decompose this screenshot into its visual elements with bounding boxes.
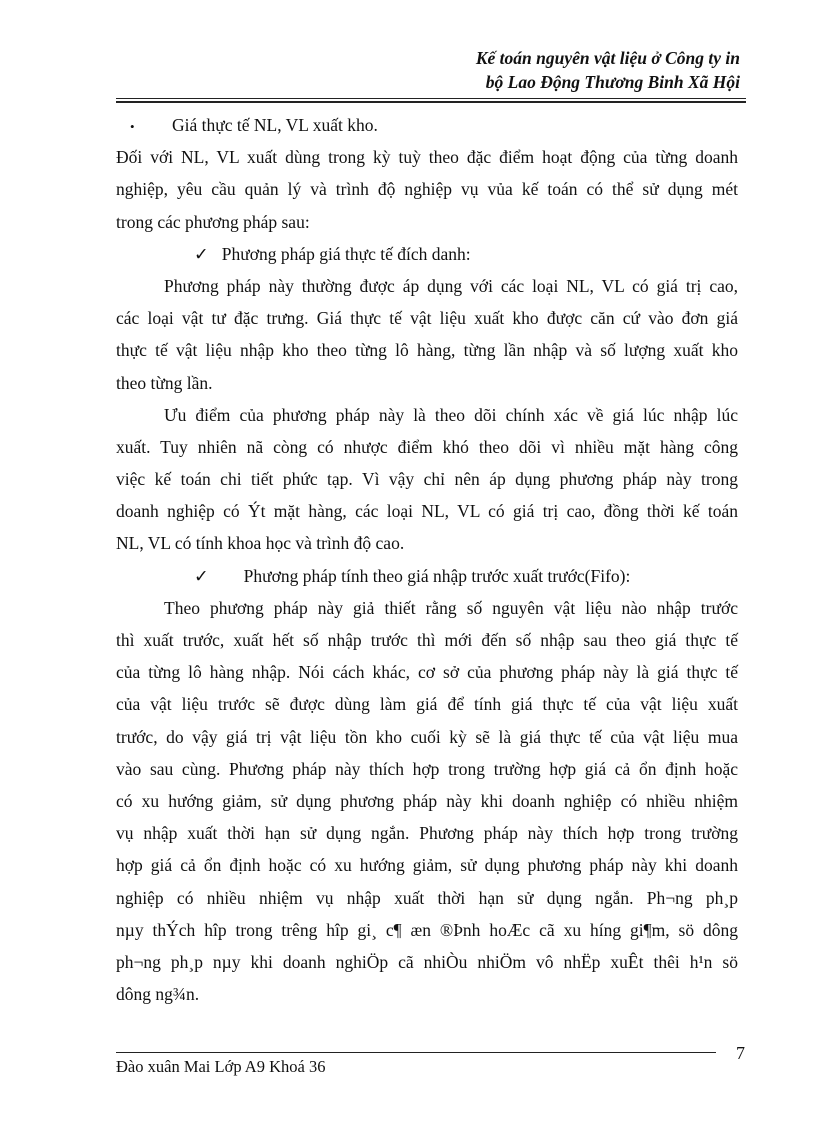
paragraph-line: Phương pháp này thường được áp dụng với các loại NL, VL có giá trị cao, bbox=[164, 275, 738, 296]
paragraph-line: trong các phương pháp sau: bbox=[116, 211, 310, 232]
header-rule-thick bbox=[116, 101, 746, 103]
header-line-2: bộ Lao Động Thương Binh Xã Hội bbox=[485, 72, 740, 92]
footer-author: Đào xuân Mai Lớp A9 Khoá 36 bbox=[116, 1057, 326, 1076]
check-heading-text: Phương pháp giá thực tế đích danh: bbox=[221, 243, 471, 264]
running-header bbox=[476, 46, 740, 94]
paragraph-line: dông ng¾n. bbox=[116, 984, 200, 1005]
footer-rule bbox=[116, 1052, 716, 1053]
bullet-icon: • bbox=[130, 119, 135, 134]
paragraph-line: của từng lô hàng nhập. Nói cách khác, cơ sở của phương pháp này là giá thực tế bbox=[116, 662, 738, 683]
paragraph-line: NL, VL có tính khoa học và trình độ cao. bbox=[116, 533, 405, 554]
paragraph-line: Theo phương pháp này giả thiết rằng số nguyên vật liệu nào nhập trước bbox=[164, 597, 738, 618]
bullet-heading bbox=[116, 109, 738, 141]
paragraph-line: nµy thÝch hîp trong trêng hîp gi¸ c¶ æn ®Þnh hoÆc cã xu híng gi¶m, sö dông bbox=[116, 919, 738, 940]
paragraph-line: Ưu điểm của phương pháp này là theo dõi chính xác về giá lúc nhập lúc bbox=[164, 404, 738, 425]
paragraph-line: ph¬ng ph¸p nµy khi doanh nghiÖp cã nhiÒu nhiÖm vô nhËp xuÊt thêi h¹n sö bbox=[116, 951, 738, 972]
check-heading-text: Phương pháp tính theo giá nhập trước xuất trước(Fifo): bbox=[243, 565, 631, 586]
check-icon: ✓ bbox=[194, 565, 209, 586]
paragraph-line: theo từng lần. bbox=[116, 372, 213, 393]
page-number: 7 bbox=[736, 1043, 745, 1063]
check-heading-2 bbox=[116, 560, 738, 592]
paragraph-line: có xu hướng giảm, sử dụng phương pháp này khi doanh nghiệp có nhiều nhiệm bbox=[116, 790, 738, 811]
paragraph-line: xuất. Tuy nhiên nã còng có nhược điểm khó theo dõi vì nhiều mặt hàng công bbox=[116, 436, 738, 457]
paragraph-line: của vật liệu trước sẽ được dùng làm giá để tính giá thực tế của vật liệu xuất bbox=[116, 694, 738, 715]
paragraph-line: vào sau cùng. Phương pháp này thích hợp trong trường hợp giá cả ổn định hoặc bbox=[116, 758, 738, 779]
paragraph-line: thực tế vật liệu nhập kho theo từng lô hàng, từng lần nhập và số lượng xuất kho bbox=[116, 340, 738, 361]
check-icon: ✓ bbox=[194, 243, 209, 264]
paragraph-line: nghiệp, yêu cầu quản lý và trình độ nghiệp vụ vủa kế toán có thể sử dụng mét bbox=[116, 179, 738, 200]
paragraph-line: doanh nghiệp có Ýt mặt hàng, các loại NL, VL có giá trị cao, đồng thời kế toán bbox=[116, 501, 738, 522]
paragraph-line: các loại vật tư đặc trưng. Giá thực tế vật liệu xuất kho được căn cứ vào đơn giá bbox=[116, 308, 738, 329]
paragraph-line: việc kế toán chi tiết phức tạp. Vì vậy chỉ nên áp dụng phương pháp này trong bbox=[116, 469, 738, 490]
check-heading-1 bbox=[116, 238, 738, 270]
paragraph-line: trước, do vậy giá trị vật liệu tồn kho cuối kỳ sẽ là giá thực tế của vật liệu mua bbox=[116, 726, 738, 747]
page-body bbox=[116, 109, 738, 1010]
bullet-heading-text: Giá thực tế NL, VL xuất kho. bbox=[172, 115, 378, 135]
header-rule bbox=[116, 98, 746, 99]
paragraph-line: hợp giá cả ổn định hoặc có xu hướng giảm, sử dụng phương pháp này khi doanh bbox=[116, 855, 738, 876]
paragraph-line: Đối với NL, VL xuất dùng trong kỳ tuỳ theo đặc điểm hoạt động của từng doanh bbox=[116, 147, 738, 168]
paragraph-line: thì xuất trước, xuất hết số nhập trước thì mới đến số nhập sau theo giá thực tế bbox=[116, 630, 738, 650]
header-line-1: Kế toán nguyên vật liệu ở Công ty in bbox=[475, 48, 740, 68]
paragraph-line: nghiệp có nhiều nhiệm vụ nhập xuất thời hạn sử dụng ngắn. Ph¬ng ph¸p bbox=[116, 887, 738, 908]
paragraph-line: vụ nhập xuất thời hạn sử dụng ngắn. Phương pháp này thích hợp trong trường bbox=[116, 823, 738, 844]
